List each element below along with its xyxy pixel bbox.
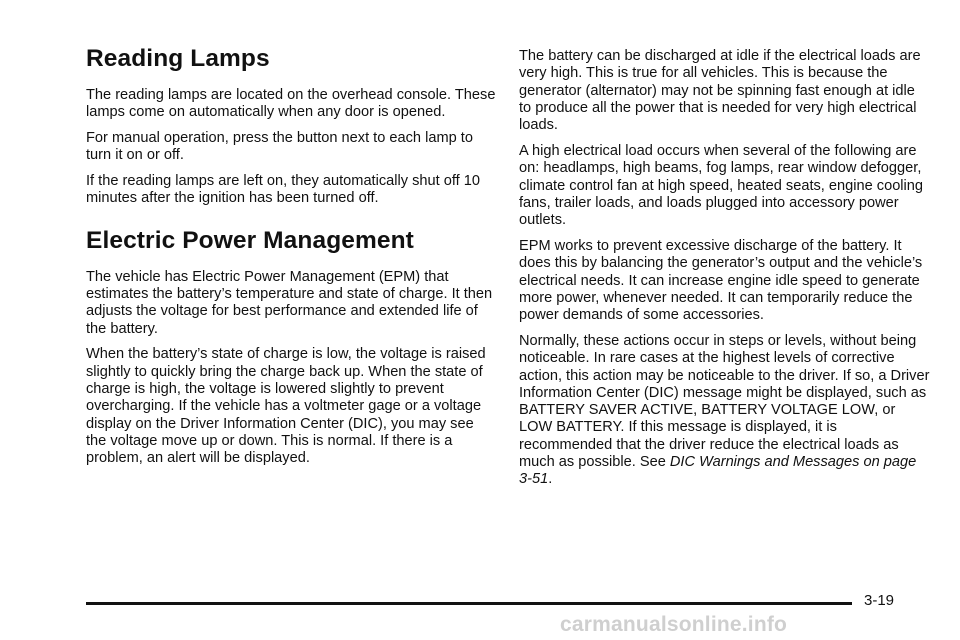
paragraph-battery-discharge: The battery can be discharged at idle if the electrical loads are very high. This is true for all vehicles. This is because the generator (alternator) may not be spinning fast enough at idle to produce all the power that is needed for very high electrical loads. bbox=[519, 48, 921, 134]
right-column bbox=[519, 48, 931, 497]
page-number: 3-19 bbox=[864, 592, 895, 609]
paragraph-reading-lamps-location: The reading lamps are located on the overhead console. These lamps come on automatically when any door is opened. bbox=[86, 87, 496, 121]
paragraph-voltage-behavior: When the battery’s state of charge is low, the voltage is raised slightly to quickly bring the charge back up. When the state of charge is high, the voltage is lowered slightly to prevent overcharging. If the vehicle has a voltmeter gage or a voltage display on the Driver Information Center (DIC), you may see the voltage move up or down. This is normal. If there is a problem, an alert will be displayed. bbox=[86, 346, 486, 467]
heading-reading-lamps: Reading Lamps bbox=[86, 45, 270, 72]
corrective-action-text: Normally, these actions occur in steps or levels, without being noticeable. In rare cases at the highest levels of corrective action, this action may be noticeable to the driver. If so, a Driver Information Center (DIC) message might be displayed, such as BATTERY SAVER ACTIVE, BATTERY VOLTAGE LOW, or LOW BATTERY. If this message is displayed, it is recommended that the driver reduce the electrical loads as much as possible. See bbox=[519, 332, 930, 471]
paragraph-epm-works: EPM works to prevent excessive discharge of the battery. It does this by balancing the generator’s output and the vehicle’s electrical needs. It can increase engine idle speed to generate more power, whenever needed. It can temporarily reduce the power demands of some accessories. bbox=[519, 237, 923, 324]
paragraph-auto-shutoff: If the reading lamps are left on, they automatically shut off 10 minutes after the ignition has been turned off. bbox=[86, 173, 480, 207]
heading-electric-power-management: Electric Power Management bbox=[86, 226, 414, 254]
paragraph-corrective-action bbox=[519, 333, 931, 489]
left-column bbox=[86, 44, 496, 476]
paragraph-high-load: A high electrical load occurs when several of the following are on: headlamps, high beams, fog lamps, rear window defogger, climate control fan at high speed, heated seats, engine cooling fans, trailer loads, and loads plugged into accessory power outlets. bbox=[519, 142, 924, 229]
paragraph-manual-operation: For manual operation, press the button next to each lamp to turn it on or off. bbox=[86, 130, 473, 164]
dic-warnings-link[interactable]: DIC Warnings and Messages on page 3-51 bbox=[519, 454, 917, 488]
paragraph-epm-intro: The vehicle has Electric Power Management (EPM) that estimates the battery’s temperature and state of charge. It then adjusts the voltage for best performance and extended life of the battery. bbox=[86, 268, 493, 337]
corrective-action-end: . bbox=[548, 471, 553, 488]
watermark: carmanualsonline.info bbox=[560, 613, 788, 636]
footer-rule bbox=[86, 602, 852, 605]
